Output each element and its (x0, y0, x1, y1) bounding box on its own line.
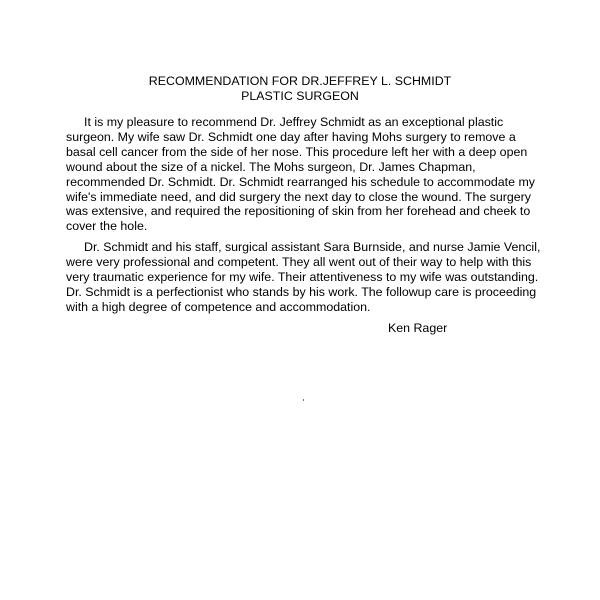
paragraph-line: surgeon. My wife saw Dr. Schmidt one day after having Mohs surgery to remove a (66, 129, 516, 144)
paragraph-2 (66, 240, 541, 315)
title-line-2: PLASTIC SURGEON (241, 88, 359, 103)
scan-speck (303, 399, 304, 401)
signature: Ken Rager (388, 321, 448, 335)
paragraph-line: wound about the size of a nickel. The Mohs surgeon, Dr. James Chapman, (66, 159, 476, 174)
paragraph-line: wife's immediate need, and did surgery the next day to close the wound. The surgery (66, 189, 531, 204)
paragraph-line: was extensive, and required the repositioning of skin from her forehead and cheek to (66, 204, 531, 219)
paragraph-line: with a high degree of competence and accommodation. (66, 299, 371, 314)
paragraph-1 (66, 115, 536, 234)
document-title (0, 74, 600, 103)
title-line-1: RECOMMENDATION FOR DR.JEFFREY L. SCHMIDT (148, 74, 452, 88)
paragraph-line: basal cell cancer from the side of her nose. This procedure left her with a deep open (66, 144, 528, 159)
paragraph-line: cover the hole. (66, 219, 148, 234)
paragraph-line: Dr. Schmidt is a perfectionist who stands by his work. The followup care is proceeding (66, 284, 537, 299)
paragraph-line: very traumatic experience for my wife. Their attentiveness to my wife was outstanding. (66, 269, 539, 284)
paragraph-line: were very professional and competent. They all went out of their way to help with this (66, 254, 532, 269)
paragraph-line: Dr. Schmidt and his staff, surgical assistant Sara Burnside, and nurse Jamie Vencil, (84, 240, 541, 254)
paragraph-line: recommended Dr. Schmidt. Dr. Schmidt rearranged his schedule to accommodate my (66, 174, 535, 189)
paragraph-line: It is my pleasure to recommend Dr. Jeffrey Schmidt as an exceptional plastic (84, 115, 504, 129)
